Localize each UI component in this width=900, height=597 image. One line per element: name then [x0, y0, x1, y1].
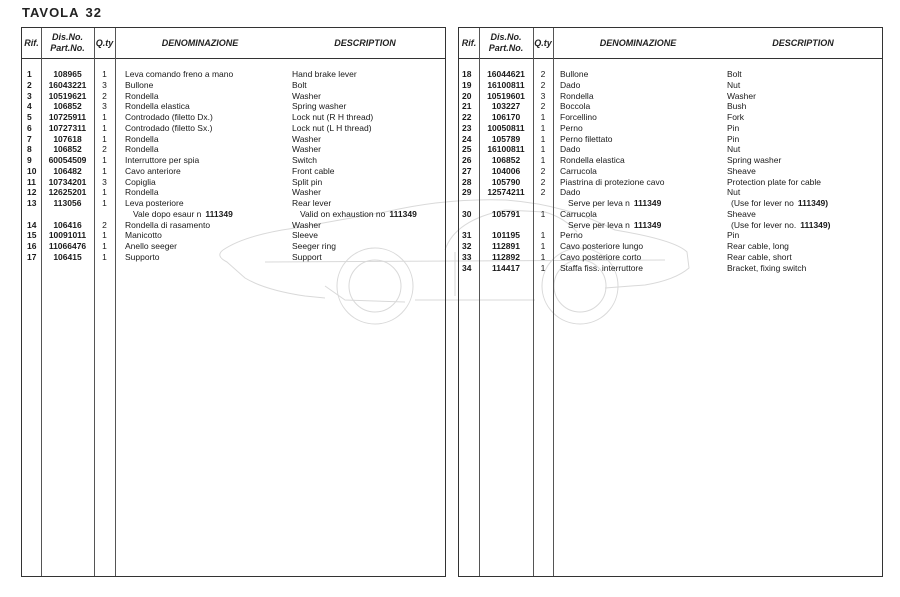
note-description — [731, 220, 830, 231]
table-row — [459, 177, 882, 188]
denominazione-text: Boccola — [560, 101, 591, 112]
note-description — [731, 198, 828, 209]
table-row — [22, 241, 445, 252]
ref-number: 28 — [462, 176, 472, 187]
note-description-number: 111349) — [797, 198, 829, 208]
quantity: 1 — [102, 251, 107, 262]
part-number: 10050811 — [487, 122, 525, 133]
quantity: 1 — [102, 198, 107, 208]
quantity: 2 — [540, 101, 546, 112]
part-number: 104006 — [491, 165, 521, 176]
ref-number: 11 — [27, 176, 36, 187]
denominazione-text: Controdado (filetto Sx.) — [125, 122, 213, 133]
quantity: 1 — [102, 133, 107, 144]
part-number: 114417 — [492, 262, 520, 273]
quantity: 1 — [102, 165, 107, 176]
denominazione-text: Bullone — [125, 79, 154, 90]
table-row — [459, 134, 882, 145]
table-row — [22, 198, 445, 209]
part-number: 112892 — [492, 251, 520, 262]
ref-number: 9 — [27, 155, 32, 165]
header-part-no — [41, 28, 94, 58]
denominazione-text: Controdado (filetto Dx.) — [125, 112, 213, 122]
description-text: Sheave — [727, 208, 756, 219]
description-text: Sleeve — [292, 230, 318, 241]
table-row — [459, 91, 882, 102]
page-title-word: TAVOLA — [22, 5, 80, 20]
part-number: 10727311 — [48, 122, 87, 133]
note-denominazione — [568, 198, 661, 209]
quantity: 1 — [102, 122, 107, 133]
description-text: Seeger ring — [292, 241, 336, 251]
table-row — [459, 230, 882, 241]
denominazione-text: Piastrina di protezione cavo — [560, 176, 665, 187]
part-number: 16100811 — [487, 79, 525, 90]
denominazione-text: Rondella — [125, 90, 159, 101]
table-row — [22, 69, 445, 80]
ref-number: 34 — [462, 262, 472, 273]
denominazione-text: Manicotto — [125, 230, 162, 241]
header-qty: Q.ty — [95, 37, 114, 48]
description-text: Sheave — [727, 165, 756, 176]
table-row — [459, 166, 882, 177]
quantity: 3 — [540, 90, 546, 101]
ref-number: 5 — [27, 112, 32, 122]
ref-number: 26 — [462, 155, 472, 165]
header-qty: Q.ty — [534, 37, 552, 48]
header-rif: Rif. — [461, 37, 477, 48]
header-description: DESCRIPTION — [334, 37, 396, 48]
quantity: 1 — [102, 155, 107, 165]
quantity: 3 — [102, 101, 107, 112]
quantity: 1 — [540, 230, 546, 241]
denominazione-text: Rondella elastica — [560, 155, 625, 165]
part-number: 106416 — [53, 219, 82, 230]
ref-number: 23 — [462, 122, 472, 133]
quantity: 1 — [540, 155, 546, 165]
quantity: 1 — [102, 187, 107, 198]
ref-number: 10 — [27, 165, 37, 176]
note-denominazione-number: 111349 — [633, 219, 662, 230]
ref-number: 29 — [462, 187, 472, 198]
denominazione-text: Forcellino — [560, 112, 597, 122]
part-number: 12574211 — [487, 187, 525, 198]
description-text: Rear cable, short — [727, 251, 792, 262]
ref-number: 33 — [462, 251, 472, 262]
denominazione-text: Cavo posteriore corto — [560, 251, 642, 262]
ref-number: 18 — [462, 69, 472, 79]
description-text: Lock nut (R H thread) — [292, 112, 374, 122]
table-row — [459, 69, 882, 80]
description-text: Rear lever — [292, 198, 332, 208]
ref-number: 14 — [27, 219, 37, 230]
quantity: 1 — [102, 241, 107, 251]
table-row — [459, 101, 882, 112]
table-row-note — [459, 220, 882, 231]
denominazione-text: Leva comando freno a mano — [125, 69, 234, 79]
ref-number: 31 — [462, 230, 472, 241]
quantity: 1 — [540, 133, 546, 144]
note-description-text: Valid on exhaustion no — [300, 208, 386, 219]
part-number: 107618 — [53, 133, 82, 144]
table-row — [22, 101, 445, 112]
page-title — [22, 5, 102, 20]
table-row — [459, 123, 882, 134]
table-row — [22, 177, 445, 188]
part-number: 10519601 — [487, 90, 525, 101]
description-text: Lock nut (L H thread) — [292, 122, 372, 133]
header-dis-no-label: Dis.No. — [490, 32, 522, 42]
part-number: 105790 — [491, 176, 521, 187]
note-description-text: (Use for lever no. — [731, 219, 797, 230]
ref-number: 16 — [27, 241, 37, 251]
ref-number: 24 — [462, 133, 472, 144]
description-text: Fork — [727, 112, 744, 122]
quantity: 3 — [102, 176, 107, 187]
description-text: Bolt — [727, 69, 742, 79]
part-number: 106852 — [491, 155, 521, 165]
note-denominazione-text: Serve per leva n — [568, 198, 630, 208]
table-row — [22, 187, 445, 198]
ref-number: 7 — [27, 133, 32, 144]
description-text: Nut — [727, 187, 741, 198]
note-description-number: 111349 — [389, 208, 417, 219]
denominazione-text: Staffa fiss. interruttore — [560, 262, 643, 273]
part-number: 103227 — [491, 101, 521, 112]
denominazione-text: Anello seeger — [125, 241, 177, 251]
quantity: 2 — [102, 90, 107, 101]
description-text: Washer — [292, 133, 321, 144]
part-number: 106170 — [491, 112, 521, 122]
description-text: Nut — [727, 79, 741, 90]
table-row — [459, 144, 882, 155]
denominazione-text: Bullone — [560, 69, 589, 79]
description-text: Washer — [292, 187, 321, 198]
table-row — [22, 220, 445, 231]
table-row — [22, 80, 445, 91]
table-row — [459, 112, 882, 123]
denominazione-text: Rondella — [560, 90, 594, 101]
denominazione-text: Rondella — [125, 187, 159, 198]
quantity: 2 — [540, 165, 546, 176]
description-text: Nut — [727, 144, 741, 155]
part-number: 106852 — [53, 101, 82, 112]
description-text: Front cable — [292, 165, 335, 176]
table-row — [22, 123, 445, 134]
denominazione-text: Perno — [560, 122, 583, 133]
note-denominazione — [568, 220, 661, 231]
header-part-no-label: Part.No. — [488, 43, 524, 53]
quantity: 2 — [540, 79, 546, 90]
part-number: 10725911 — [48, 112, 87, 122]
description-text: Protection plate for cable — [727, 176, 822, 187]
denominazione-text: Cavo posteriore lungo — [560, 241, 644, 251]
description-text: Bracket, fixing switch — [727, 262, 807, 273]
ref-number: 20 — [462, 90, 472, 101]
page-title-number: 32 — [85, 5, 102, 20]
denominazione-text: Dado — [560, 79, 581, 90]
part-number: 106852 — [53, 144, 82, 155]
part-number: 106482 — [53, 165, 82, 176]
ref-number: 27 — [462, 165, 472, 176]
quantity: 1 — [102, 112, 107, 122]
table-row — [459, 241, 882, 252]
quantity: 1 — [102, 230, 107, 241]
quantity: 2 — [540, 69, 546, 79]
table-row — [22, 144, 445, 155]
denominazione-text: Copiglia — [125, 176, 156, 187]
denominazione-text: Interruttore per spia — [125, 155, 200, 165]
note-description-text: (Use for lever no — [731, 198, 794, 208]
quantity: 2 — [102, 219, 107, 230]
parts-table-right — [458, 27, 883, 577]
part-number: 16044621 — [487, 69, 525, 79]
quantity: 1 — [102, 69, 107, 79]
part-number: 12625201 — [48, 187, 87, 198]
description-text: Washer — [292, 219, 321, 230]
quantity: 1 — [540, 251, 546, 262]
part-number: 16100811 — [487, 144, 525, 155]
denominazione-text: Dado — [560, 144, 581, 155]
parts-table-left — [21, 27, 446, 577]
table-row — [459, 155, 882, 166]
table-row — [459, 187, 882, 198]
ref-number: 4 — [27, 101, 32, 112]
description-text: Pin — [727, 122, 740, 133]
table-row — [459, 252, 882, 263]
denominazione-text: Rondella di rasamento — [125, 219, 211, 230]
part-number: 11066476 — [48, 241, 87, 251]
part-number: 10734201 — [48, 176, 87, 187]
denominazione-text: Perno filettato — [560, 133, 613, 144]
description-text: Bush — [727, 101, 747, 112]
table-row-note — [459, 198, 882, 209]
denominazione-text: Dado — [560, 187, 581, 198]
header-part-no — [479, 28, 533, 58]
denominazione-text: Supporto — [125, 251, 160, 262]
note-description-number: 111349) — [800, 219, 831, 230]
note-denominazione — [133, 209, 233, 220]
description-text: Washer — [727, 90, 756, 101]
part-number: 105791 — [491, 208, 521, 219]
quantity: 1 — [540, 144, 546, 155]
part-number: 113056 — [53, 198, 82, 208]
part-number: 105789 — [491, 133, 521, 144]
part-number: 10519621 — [48, 90, 87, 101]
table-row — [22, 155, 445, 166]
denominazione-text: Rondella — [125, 144, 159, 155]
description-text: Pin — [727, 230, 740, 241]
table-row — [22, 166, 445, 177]
denominazione-text: Cavo anteriore — [125, 165, 181, 176]
ref-number: 15 — [27, 230, 37, 241]
denominazione-text: Rondella — [125, 133, 159, 144]
quantity: 2 — [540, 187, 546, 198]
part-number: 10091011 — [48, 230, 87, 241]
description-text: Rear cable, long — [727, 241, 789, 251]
quantity: 1 — [540, 112, 546, 122]
ref-number: 19 — [462, 79, 472, 90]
table-row — [22, 252, 445, 263]
description-text: Bolt — [292, 79, 307, 90]
denominazione-text: Leva posteriore — [125, 198, 184, 208]
denominazione-text: Perno — [560, 230, 583, 241]
ref-number: 8 — [27, 144, 32, 155]
description-text: Spring washer — [292, 101, 347, 112]
ref-number: 3 — [27, 90, 32, 101]
quantity: 1 — [540, 208, 546, 219]
ref-number: 2 — [27, 79, 32, 90]
table-row — [459, 209, 882, 220]
quantity: 1 — [540, 262, 546, 273]
quantity: 1 — [540, 241, 546, 251]
part-number: 60054509 — [48, 155, 87, 165]
description-text: Split pin — [292, 176, 323, 187]
ref-number: 17 — [27, 251, 37, 262]
denominazione-text: Carrucola — [560, 165, 597, 176]
header-part-no-label: Part.No. — [50, 43, 85, 53]
description-text: Spring washer — [727, 155, 782, 165]
header-rif: Rif. — [24, 37, 39, 48]
header-dis-no-label: Dis.No. — [51, 32, 83, 42]
table-row — [459, 80, 882, 91]
ref-number: 13 — [27, 198, 37, 208]
part-number: 16043221 — [48, 79, 87, 90]
part-number: 106415 — [53, 251, 82, 262]
quantity: 2 — [102, 144, 107, 155]
description-text: Pin — [727, 133, 740, 144]
header-denominazione: DENOMINAZIONE — [161, 37, 239, 48]
denominazione-text: Carrucola — [560, 208, 597, 219]
table-row — [22, 230, 445, 241]
table-row — [22, 91, 445, 102]
part-number: 101195 — [492, 230, 520, 241]
quantity: 2 — [540, 176, 546, 187]
part-number: 112891 — [492, 241, 520, 251]
description-text: Hand brake lever — [292, 69, 357, 79]
ref-number: 32 — [462, 241, 472, 251]
ref-number: 25 — [462, 144, 472, 155]
quantity: 1 — [540, 122, 546, 133]
table-row — [459, 263, 882, 274]
denominazione-text: Rondella elastica — [125, 101, 190, 112]
part-number: 108965 — [53, 69, 82, 79]
ref-number: 30 — [462, 208, 472, 219]
note-description — [300, 209, 417, 220]
quantity: 3 — [102, 79, 107, 90]
ref-number: 22 — [462, 112, 472, 122]
header-denominazione: DENOMINAZIONE — [599, 37, 677, 48]
table-row-note — [22, 209, 445, 220]
note-denominazione-number: 111349 — [205, 208, 233, 219]
ref-number: 21 — [462, 101, 472, 112]
header-description: DESCRIPTION — [772, 37, 834, 48]
description-text: Switch — [292, 155, 318, 165]
note-denominazione-text: Vale dopo esaur n — [133, 208, 202, 219]
ref-number: 12 — [27, 187, 37, 198]
description-text: Washer — [292, 90, 321, 101]
note-denominazione-text: Serve per leva n — [568, 219, 630, 230]
ref-number: 6 — [27, 122, 32, 133]
table-row — [22, 112, 445, 123]
ref-number: 1 — [27, 69, 32, 79]
table-row — [22, 134, 445, 145]
description-text: Support — [292, 251, 322, 262]
description-text: Washer — [292, 144, 321, 155]
note-denominazione-number: 111349 — [633, 198, 662, 208]
